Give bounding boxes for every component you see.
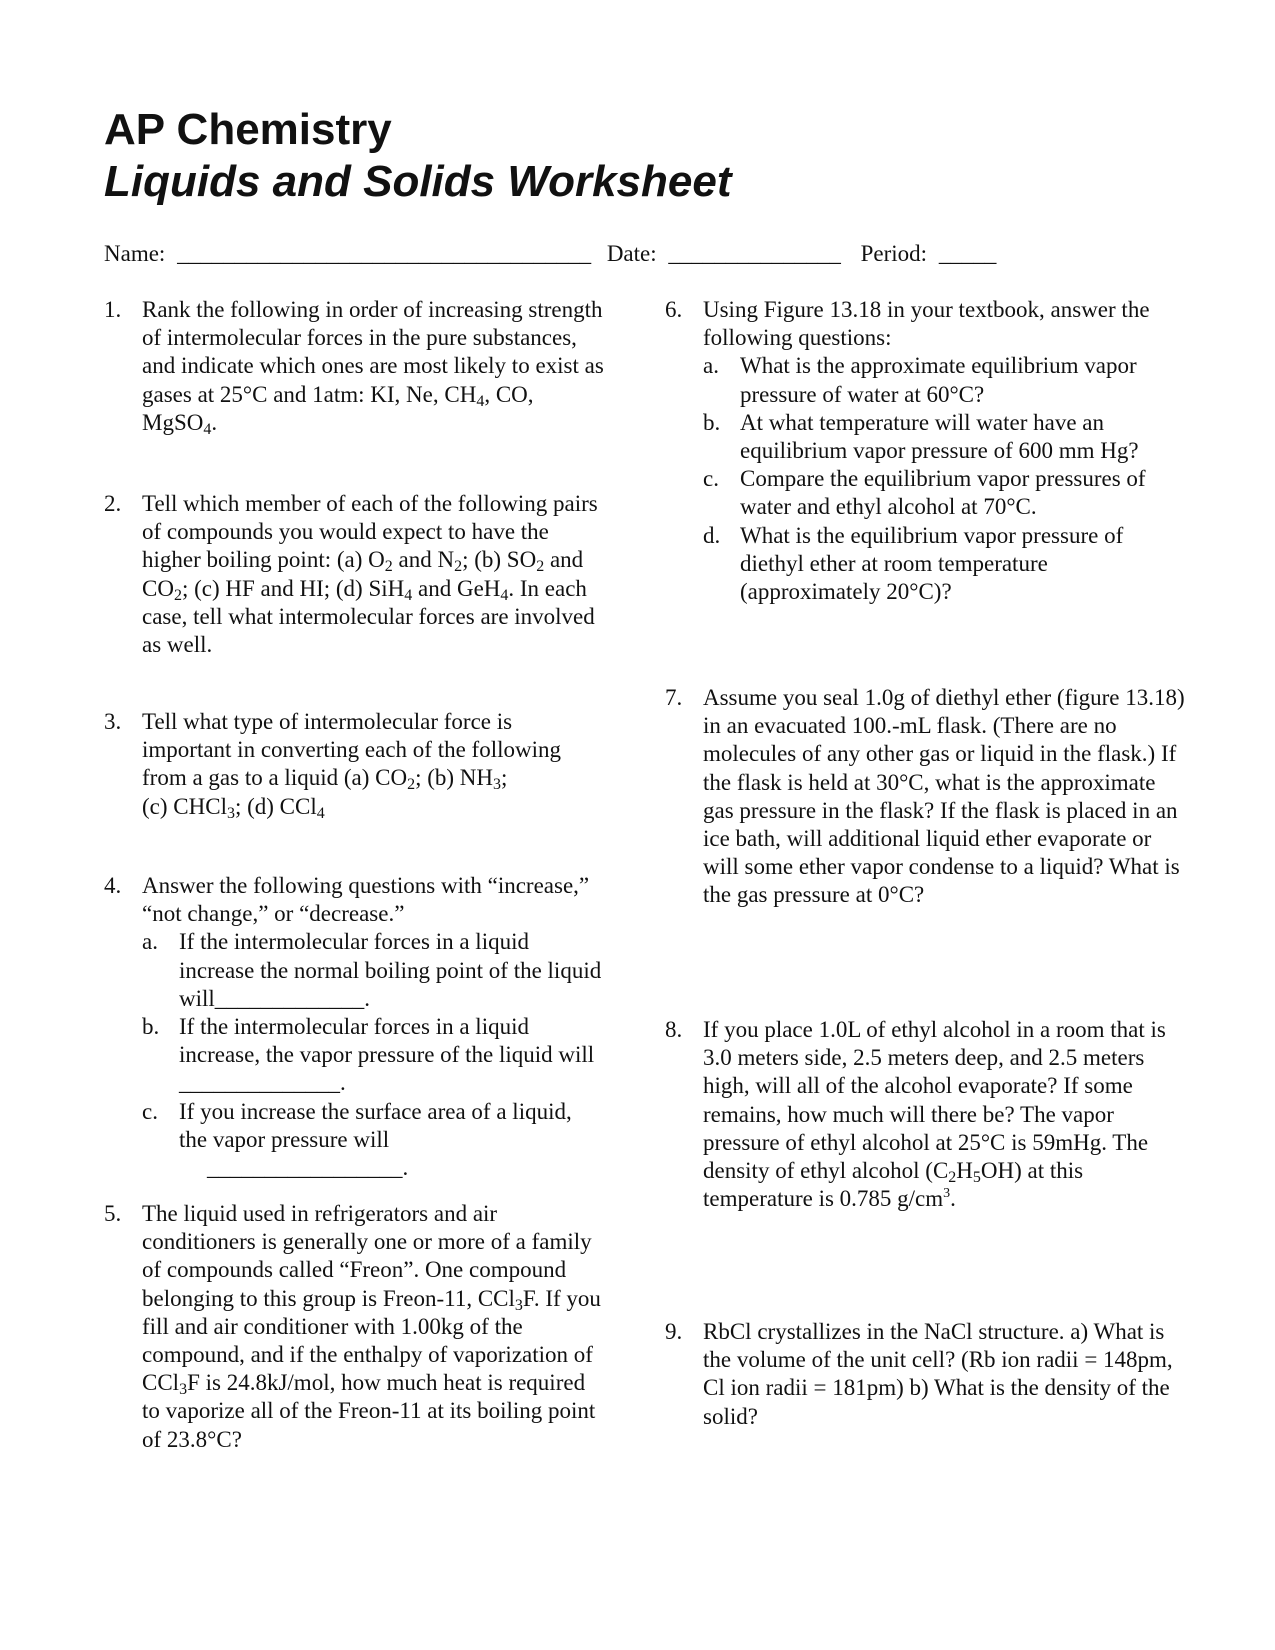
student-info-row bbox=[104, 240, 1204, 268]
question-text: RbCl crystallizes in the NaCl structure. a) What is the volume of the unit cell? (Rb ion radii = 148pm, Cl ion radii = 181pm) b) What is the density of the solid? bbox=[703, 1319, 1173, 1429]
question-9 bbox=[665, 1318, 1185, 1431]
question-number: 9. bbox=[665, 1319, 683, 1344]
question-text: Assume you seal 1.0g of diethyl ether (figure 13.18) in an evacuated 100.-mL flask. (There are no molecules of any other gas or liquid in the flask.) If the flask is held at 30°C, what is the approximate gas pressure in the flask? If the flask is placed in an ice bath, will additional liquid ether evaporate or will some ether vapor condense to a liquid? What is the gas pressure at 0°C? bbox=[703, 685, 1185, 908]
sub-question-a: a. If the intermolecular forces in a liquid increase the normal boiling point of the liquid will_____________. bbox=[142, 929, 602, 1011]
question-number: 2. bbox=[104, 491, 122, 516]
question-5 bbox=[104, 1200, 604, 1454]
page-title: AP Chemistry bbox=[104, 105, 392, 154]
name-blank[interactable]: ____________________________________ bbox=[177, 241, 592, 266]
sub-question-c: c. Compare the equilibrium vapor pressures of water and ethyl alcohol at 70°C. bbox=[703, 466, 1146, 520]
question-number: 5. bbox=[104, 1201, 122, 1226]
sub-question-c: c. If you increase the surface area of a liquid, the vapor pressure will _________________. bbox=[142, 1098, 572, 1181]
question-number: 3. bbox=[104, 709, 122, 734]
title-block bbox=[104, 104, 732, 208]
question-text: If you place 1.0L of ethyl alcohol in a room that is 3.0 meters side, 2.5 meters deep, and 2.5 meters high, will all of the alcohol evaporate? If some remains, how much will there be? The vapor pressure of ethyl alcohol at 25°C is 59mHg. The density of ethyl alcohol $(C_2H_5OH)$ at this temperature is 0.785 $g/cm^3$. bbox=[703, 1017, 1166, 1212]
question-8 bbox=[665, 1016, 1185, 1213]
question-3 bbox=[104, 708, 604, 821]
question-text: Tell which member of each of the following pairs of compounds you would expect to have the higher boiling point: (a) $O_2$ and $N_2$; (b) $SO_2$ and $CO_2$; (c) HF and HI; (d) SiH$_4$ and GeH$_4$. In each case, tell what intermolecular forces are involved as well. bbox=[142, 491, 598, 658]
question-number: 1. bbox=[104, 297, 122, 322]
question-text: The liquid used in refrigerators and air conditioners is generally one or more of a family of compounds called “Freon”. One compound belonging to this group is Freon-11, CCl$_3$F. If you fill and air conditioner with 1.00kg of the compound, and if the enthalpy of vaporization of CCl$_3$F is 24.8kJ/mol, how much heat is required to vaporize all of the Freon-11 at its boiling point of 23.8°C? bbox=[142, 1201, 601, 1452]
question-7 bbox=[665, 684, 1185, 910]
question-number: 6. bbox=[665, 297, 683, 322]
question-text: Answer the following questions with “increase,” “not change,” or “decrease.” bbox=[142, 873, 590, 927]
answer-blank[interactable]: _________________. bbox=[207, 1155, 409, 1181]
sub-question-d: d. What is the equilibrium vapor pressure of diethyl ether at room temperature (approximately 20°C)? bbox=[703, 522, 1124, 605]
period-blank[interactable]: _____ bbox=[938, 241, 997, 266]
date-blank[interactable]: _______________ bbox=[668, 241, 841, 266]
question-6 bbox=[665, 296, 1185, 606]
question-2 bbox=[104, 490, 604, 659]
period-label: Period: bbox=[860, 241, 928, 266]
question-1 bbox=[104, 296, 604, 437]
question-number: 4. bbox=[104, 873, 122, 898]
question-number: 7. bbox=[665, 685, 683, 710]
name-label: Name: bbox=[104, 241, 166, 266]
question-text: Using Figure 13.18 in your textbook, answer the following questions: bbox=[703, 297, 1150, 351]
question-4 bbox=[104, 872, 604, 1182]
question-text: Rank the following in order of increasing strength of intermolecular forces in the pure substances, and indicate which ones are most likely to exist as gases at 25°C and 1atm: KI, Ne, $CH_4$, CO, MgSO$_4$. bbox=[142, 297, 604, 438]
sub-question-a: a. What is the approximate equilibrium vapor pressure of water at 60°C? bbox=[703, 353, 1137, 407]
sub-question-b: b. If the intermolecular forces in a liquid increase, the vapor pressure of the liquid will ______________. bbox=[142, 1014, 595, 1096]
date-label: Date: bbox=[606, 241, 657, 266]
sub-question-b: b. At what temperature will water have an equilibrium vapor pressure of 600 mm Hg? bbox=[703, 409, 1139, 464]
question-number: 8. bbox=[665, 1017, 683, 1042]
page-subtitle: Liquids and Solids Worksheet bbox=[104, 157, 732, 206]
question-text: Tell what type of intermolecular force is important in converting each of the following from a gas to a liquid (a) $CO_2$; (b) $NH_3$; (c) CHCl$_3$; (d) CCl$_4$ bbox=[142, 709, 561, 822]
